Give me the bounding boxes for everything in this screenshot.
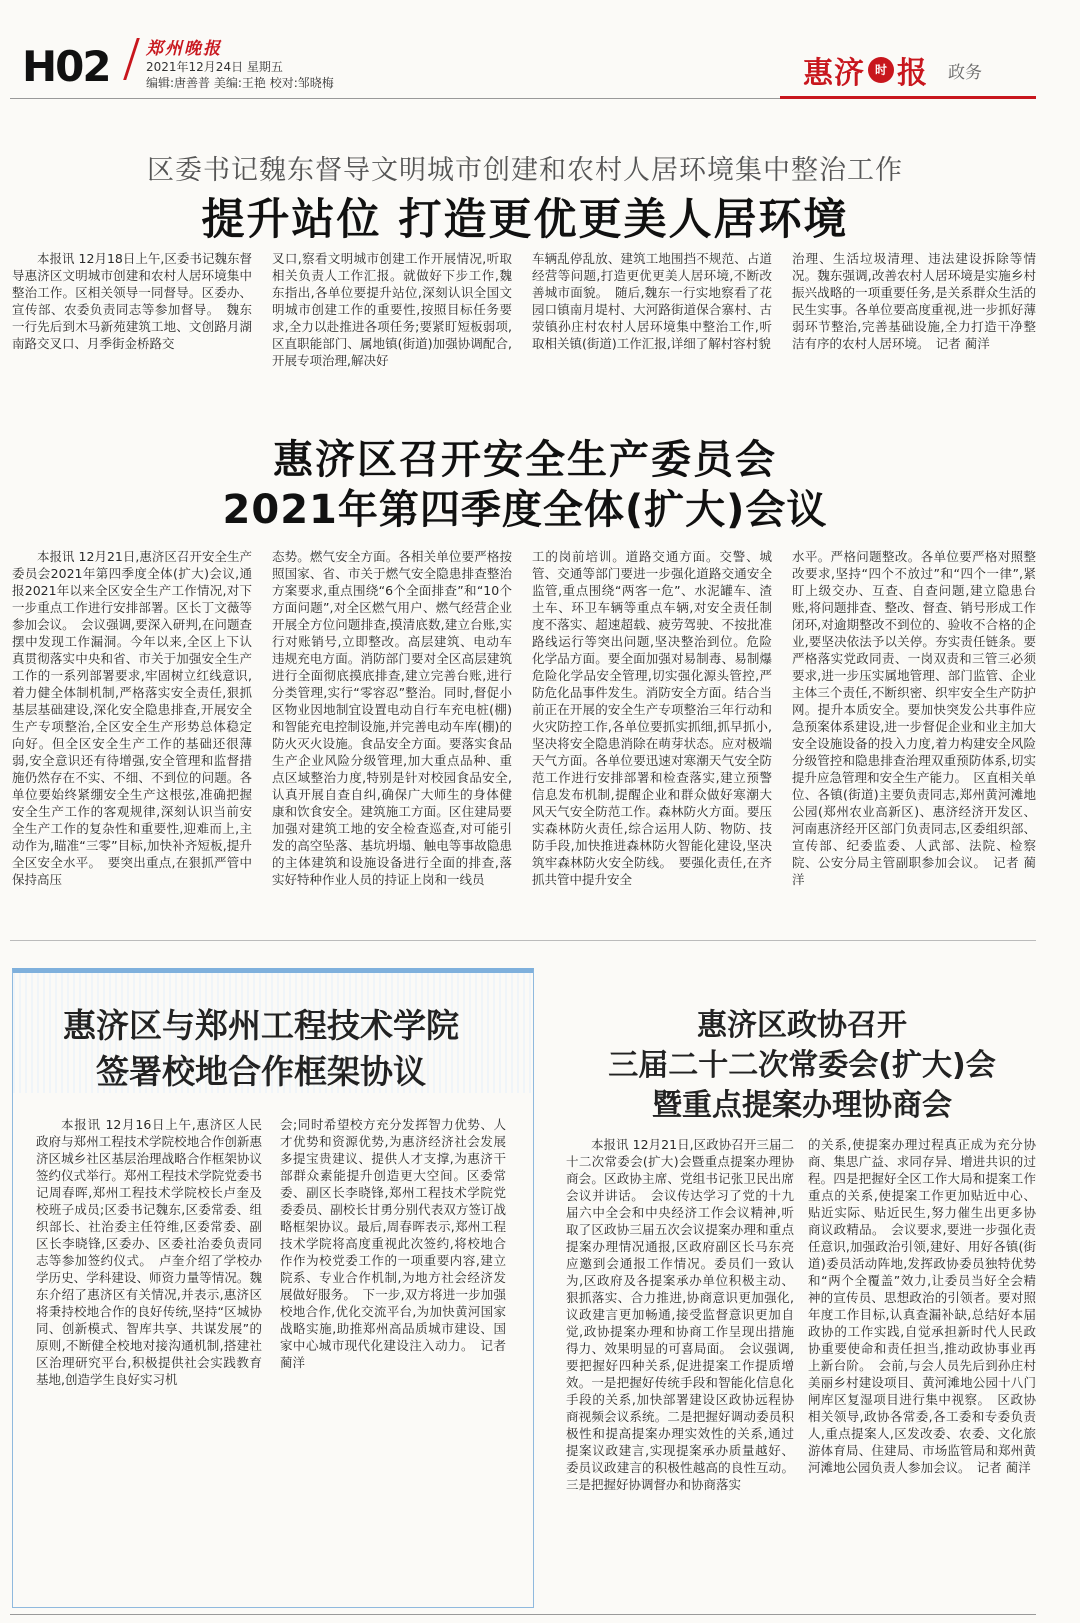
article4-headline-line3: 暨重点提案办理协商会 xyxy=(652,1088,952,1123)
article2-text-2: 态势。燃气安全方面。各相关单位要严格按照国家、省、市关于燃气安全隐患排查整治方案要求,重点围绕“6个全面排查”和“10个方面问题”,对全区燃气用户、燃气经营企业开展全方位问题排查,摸清底数,建立台账,实行对账销号,立即整改。高层建筑、电动车违规充电方面。消防部门要对全区高层建筑进行全面彻底摸底排查,建立完善台账,进行分类管理,实行“零容忍”整治。同时,督促小区物业因地制宜设置电动自行车充电桩(棚)和智能充电控制设施,并完善电动车库(棚)的防火灭火设施。食品安全方面。要落实食品生产企业风险分级管理,加大重点品种、重点区域整治力度,特别是针对校园食品安全,认真开展自查自纠,确保广大师生的身体健康和饮食安全。建筑施工方面。区住建局要加强对建筑工地的安全检查巡查,对可能引发的高空坠落、基坑坍塌、触电等事故隐患的主体建筑和设施设备进行全面的排查,落实好特种作业人员的持证上岗和一线员 xyxy=(272,549,512,887)
article4-text-2: 的关系,使提案办理过程真正成为充分协商、集思广益、求同存异、增进共识的过程。四是把握好全区工作大局和提案工作重点的关系,使提案工作更加贴近中心、贴近实际、贴近民生,努力催生出更多协商议政精品。 会议要求,要进一步强化责任意识,加强政治引领,建好、用好各镇(街道)委员活动阵地,发挥政协委员独特优势和“两个全覆盖”效力,让委员当好全会精神的宣传员、思想政治的引领者。要对照年度工作目标,认真查漏补缺,总结好本届政协的工作实践,自觉承担新时代人民政协重要使命和责任担当,推动政协事业再上新台阶。 会前,与会人员先后到孙庄村美丽乡村建设项目、黄河滩地公园十八门闸库区复湿项目进行集中视察。 区政协相关领导,政协各常委,各工委和专委负责人,重点提案人,区发改委、农委、文化旅游体育局、住建局、市场监管局和郑州黄河滩地公园负责人参加会议。 记者 蔺洋 xyxy=(808,1137,1036,1475)
article1-text-2: 叉口,察看文明城市创建工作开展情况,听取相关负责人工作汇报。就做好下步工作,魏东指出,各单位要提升站位,深刻认识全国文明城市创建工作的重要性,按照目标任务要求,全力以赴推进各项任务;要紧盯短板弱项,区直职能部门、属地镇(街道)加强协调配合,开展专项治理,解决好 xyxy=(272,251,512,368)
brand-left: 惠济 xyxy=(803,56,865,91)
article2-text-3: 工的岗前培训。道路交通方面。交警、城管、交通等部门要进一步强化道路交通安全监管,重点围绕“两客一危”、水泥罐车、渣土车、环卫车辆等重点车辆,对安全责任制度不落实、超速超载、疲劳驾驶、不按批准路线运行等突出问题,坚决整治到位。危险化学品方面。要全面加强对易制毒、易制爆危险化学品安全管理,切实强化源头管控,严防危化品事件发生。消防安全方面。结合当前正在开展的安全生产专项整治三年行动和火灾防控工作,各单位要抓实抓细,抓早抓小,坚决将安全隐患消除在萌芽状态。应对极端天气方面。各单位要迅速对寒潮天气安全防范工作进行安排部署和检查落实,建立预警信息发布机制,提醒企业和群众做好寒潮大风天气安全防范工作。森林防火方面。要压实森林防火责任,综合运用人防、物防、技防手段,加快推进森林防火智能化建设,坚决筑牢森林防火安全防线。 要强化责任,在齐抓共管中提升安全 xyxy=(532,549,772,887)
article3-text-1: 本报讯 12月16日上午,惠济区人民政府与郑州工程技术学院校地合作创新惠济区城乡社区基层治理战略合作框架协议签约仪式举行。郑州工程技术学院党委书记周春晖,郑州工程技术学院校长卢奎及校班子成员;区委书记魏东,区委常委、组织部长、社治委主任符维,区委常委、副区长李晓锋,区委办、区委社治委负责同志等参加签约仪式。 卢奎介绍了学校办学历史、学科建设、师资力量等情况。魏东介绍了惠济区有关情况,并表示,惠济区将秉持校地合作的良好传统,坚持“区城协同、创新模式、智库共享、共谋发展”的原则,不断健全校地对接沟通机制,搭建社区治理研究平台,积极提供社会实践教育基地,创造学生良好实习机 xyxy=(36,1117,262,1387)
article1-headline: 提升站位 打造更优更美人居环境 xyxy=(201,195,849,245)
article4-column-1 xyxy=(566,1136,794,1606)
article1-text-4: 治理、生活垃圾清理、违法建设拆除等情况。魏东强调,改善农村人居环境是实施乡村振兴战略的一项重要任务,是关系群众生活的民生实事。各单位要高度重视,进一步抓好薄弱环节整治,完善基础设施,全力打造干净整洁有序的农村人居环境。 记者 蔺洋 xyxy=(792,251,1036,351)
article4-headline-line1: 惠济区政协召开 xyxy=(697,1008,907,1043)
article2-column-3 xyxy=(532,548,772,914)
paper-name-logo: 郑州晚报 xyxy=(146,39,222,59)
section-tag: 政务 xyxy=(948,62,982,83)
article2-headline-line2: 2021年第四季度全体(扩大)会议 xyxy=(222,487,828,533)
masthead-slash xyxy=(123,38,140,80)
page-number: H02 xyxy=(22,42,110,91)
article4-headline-line2: 三届二十二次常委会(扩大)会 xyxy=(608,1048,996,1083)
article4-column-2 xyxy=(808,1136,1036,1606)
masthead-red-rule xyxy=(780,96,1036,99)
section-divider xyxy=(10,940,1036,941)
article1-column-3 xyxy=(532,250,772,380)
article1-column-1 xyxy=(12,250,252,380)
article4-text-1: 本报讯 12月21日,区政协召开三届二十二次常委会(扩大)会暨重点提案办理协商会。区政协主席、党组书记张卫民出席会议并讲话。 会议传达学习了党的十九届六中全会和中央经济工作会议精神,听取了区政协三届五次会议提案办理和重点提案办理情况通报,区政府副区长马东亮应邀到会通报工作情况。委员们一致认为,区政府及各提案承办单位积极主动、狠抓落实、合力推进,协商意识更加强化,议政建言更加畅通,接受监督意识更加自觉,政协提案办理和协商工作呈现出措施得力、效果明显的可喜局面。 会议强调,要把握好四种关系,促进提案工作提质增效。一是把握好传统手段和智能化信息化手段的关系,加快部署建设区政协远程协商视频会议系统。二是把握好调动委员积极性和提高提案办理实效性的关系,通过提案议政建言,实现提案承办质量越好、委员议政建言的积极性越高的良性互动。三是把握好协调督办和协商落实 xyxy=(566,1137,794,1492)
article2-column-4 xyxy=(792,548,1036,914)
article1-column-4 xyxy=(792,250,1036,380)
article2-text-1: 本报讯 12月21日,惠济区召开安全生产委员会2021年第四季度全体(扩大)会议,通报2021年以来全区安全生产工作情况,对下一步重点工作进行安排部署。区长丁文薇等参加会议。 会议强调,要深入研判,在问题查摆中发现工作漏洞。今年以来,全区上下认真贯彻落实中央和省、市关于加强安全生产工作的一系列部署要求,牢固树立红线意识,着力健全体制机制,严格落实安全责任,狠抓基层基础建设,深化安全隐患排查,开展安全生产专项整治,全区安全生产形势总体稳定向好。但全区安全生产工作的基础还很薄弱,安全意识还有待增强,安全管理和监督措施仍然存在不实、不细、不到位的问题。各单位要始终紧绷安全生产这根弦,准确把握安全生产工作的客观规律,深刻认识当前安全生产工作的复杂性和重要性,迎难而上,主动作为,瞄准“三零”目标,加快补齐短板,提升全区安全水平。 要突出重点,在狠抓严管中保持高压 xyxy=(12,549,252,887)
issue-date: 2021年12月24日 星期五 xyxy=(146,60,283,74)
masthead xyxy=(18,38,1068,100)
section-brand xyxy=(803,50,982,90)
article3-headline-line2: 签署校地合作框架协议 xyxy=(96,1052,426,1091)
article2-text-4: 水平。严格问题整改。各单位要严格对照整改要求,坚持“四个不放过”和“四个一律”,紧盯上级交办、互查、自查问题,建立隐患台账,将问题排查、整改、督查、销号形成工作闭环,对逾期整改不到位的、验收不合格的企业,要坚决依法予以关停。夯实责任链条。要严格落实党政同责、一岗双责和三管三必须要求,进一步压实属地管理、部门监管、企业主体三个责任,不断织密、织牢安全生产防护网。提升本质安全。要加快突发公共事件应急预案体系建设,进一步督促企业和业主加大安全设施设备的投入力度,着力构建安全风险分级管控和隐患排查治理双重预防体系,切实提升应急管理和安全生产能力。 区直相关单位、各镇(街道)主要负责同志,郑州黄河滩地公园(郑州农业高新区)、惠济经济开发区、河南惠济经开区部门负责同志,区委组织部、宣传部、纪委监委、人武部、法院、检察院、公安分局主管副职参加会议。 记者 蔺洋 xyxy=(792,549,1036,887)
brand-right: 报 xyxy=(897,56,928,91)
article2-headline-line1: 惠济区召开安全生产委员会 xyxy=(273,437,777,483)
article2-column-2 xyxy=(272,548,512,914)
bottom-rule xyxy=(10,1614,1036,1615)
article1-text-1: 本报讯 12月18日上午,区委书记魏东督导惠济区文明城市创建和农村人居环境集中整治工作。区相关领导一同督导。区委办、宣传部、农委负责同志等参加督导。 魏东一行先后到木马新苑建筑工地、文创路月湖南路交叉口、月季街金桥路交 xyxy=(12,251,252,351)
article3-headline-line1: 惠济区与郑州工程技术学院 xyxy=(63,1006,459,1045)
editor-credits: 编辑:唐善普 美编:王艳 校对:邹晓梅 xyxy=(146,76,334,90)
article1-column-2 xyxy=(272,250,512,380)
article3-column-1 xyxy=(36,1116,262,1548)
brand-dot-badge: 时 xyxy=(868,57,894,83)
article1-kicker: 区委书记魏东督导文明城市创建和农村人居环境集中整治工作 xyxy=(147,155,903,186)
article3-text-2: 会;同时希望校方充分发挥智力优势、人才优势和资源优势,为惠济经济社会发展多提宝贵建议、提供人才支撑,为惠济干部群众素能提升创造更大空间。区委常委、副区长李晓锋,郑州工程技术学院党委委员、副校长甘勇分别代表双方签订战略框架协议。最后,周春晖表示,郑州工程技术学院将高度重视此次签约,将校地合作作为校党委工作的一项重要内容,建立院系、专业合作机制,为地方社会经济发展做好服务。 下一步,双方将进一步加强校地合作,优化交流平台,为加快黄河国家战略实施,助推郑州高品质城市建设、国家中心城市现代化建设注入动力。 记者 蔺洋 xyxy=(280,1117,506,1370)
article2-column-1 xyxy=(12,548,252,914)
article3-column-2 xyxy=(280,1116,506,1446)
article1-text-3: 车辆乱停乱放、建筑工地围挡不规范、占道经营等问题,打造更优更美人居环境,不断改善城市面貌。 随后,魏东一行实地察看了花园口镇南月堤村、大河路街道保合寨村、古荥镇孙庄村农村人居环境集中整治工作,听取相关镇(街道)工作汇报,详细了解村容村貌 xyxy=(532,251,772,351)
